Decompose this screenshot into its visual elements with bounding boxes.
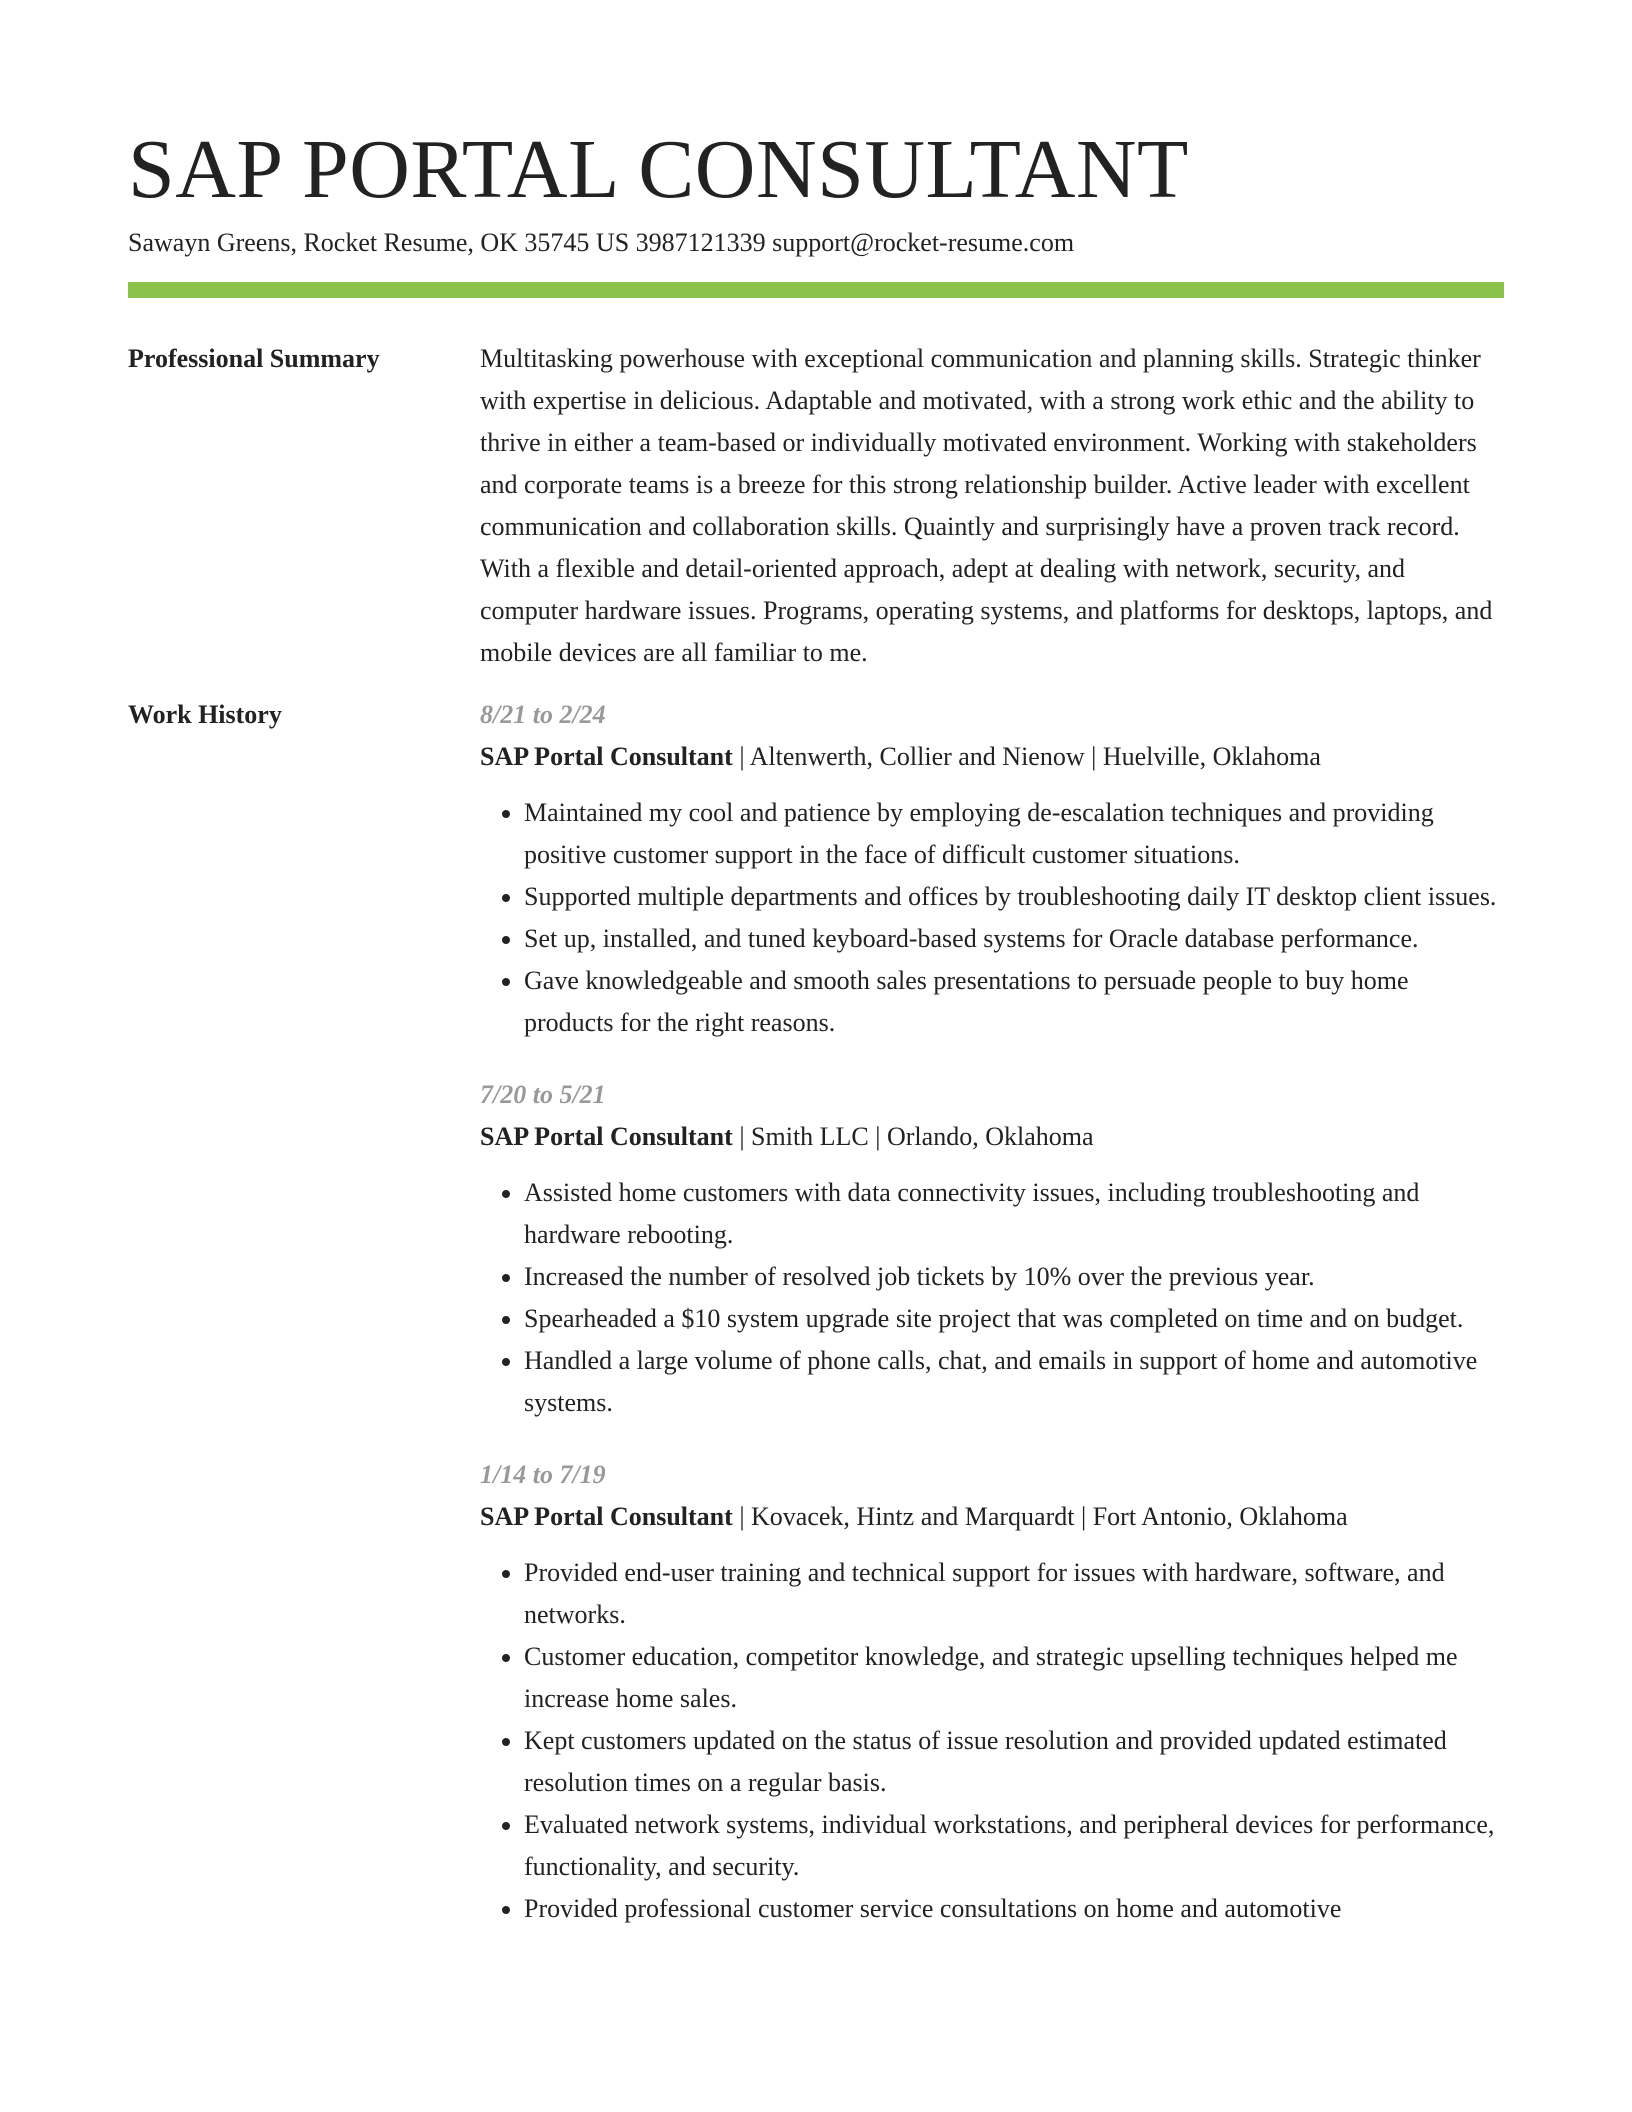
job-company: Smith LLC — [751, 1122, 869, 1151]
job-header — [480, 736, 1504, 778]
summary-body — [480, 338, 1504, 674]
job-title: SAP Portal Consultant — [480, 1122, 733, 1151]
summary-label: Professional Summary — [128, 344, 380, 373]
job-bullets — [480, 1172, 1504, 1424]
separator: | — [868, 1122, 887, 1151]
resume-page — [128, 0, 1504, 1960]
job-dates: 7/20 to 5/21 — [480, 1080, 606, 1109]
job-list-container — [480, 694, 1504, 1960]
separator: | — [1074, 1502, 1093, 1531]
header-divider — [128, 282, 1504, 298]
job-bullet: • Evaluated network systems, individual workstations, and peripheral devices for performance, functionality, and security. — [524, 1804, 1504, 1888]
job-header — [480, 1116, 1504, 1158]
job-bullet: • Gave knowledgeable and smooth sales presentations to persuade people to buy home products for the right reasons. — [524, 960, 1504, 1044]
job-company: Altenwerth, Collier and Nienow — [749, 742, 1085, 771]
job-dates: 1/14 to 7/19 — [480, 1460, 606, 1489]
job-bullet: • Maintained my cool and patience by employing de-escalation techniques and providing positive customer support in the face of difficult customer situations. — [524, 792, 1504, 876]
resume-title: SAP PORTAL CONSULTANT — [128, 123, 1189, 216]
job-bullet: • Provided end-user training and technical support for issues with hardware, software, and networks. — [524, 1552, 1504, 1636]
job-bullet: • Provided professional customer service consultations on home and automotive — [524, 1888, 1504, 1930]
job-bullet: • Increased the number of resolved job tickets by 10% over the previous year. — [524, 1256, 1504, 1298]
separator: | — [1084, 742, 1103, 771]
summary-section — [128, 338, 1504, 674]
job-bullet: • Supported multiple departments and offices by troubleshooting daily IT desktop client issues. — [524, 876, 1504, 918]
job-entry — [480, 1074, 1504, 1424]
job-location: Fort Antonio, Oklahoma — [1092, 1502, 1348, 1531]
job-bullet: • Kept customers updated on the status of issue resolution and provided updated estimated resolution times on a regular basis. — [524, 1720, 1504, 1804]
job-bullet: • Assisted home customers with data connectivity issues, including troubleshooting and hardware rebooting. — [524, 1172, 1504, 1256]
separator: | — [732, 1502, 752, 1531]
job-company: Kovacek, Hintz and Marquardt — [751, 1502, 1075, 1531]
job-entry — [480, 694, 1504, 1044]
separator: | — [732, 1122, 752, 1151]
job-bullets — [480, 792, 1504, 1044]
job-title: SAP Portal Consultant — [480, 742, 733, 771]
work-history-label: Work History — [128, 700, 282, 729]
job-entry — [480, 1454, 1504, 1930]
work-history-section — [128, 694, 1504, 1960]
contact-line: Sawayn Greens, Rocket Resume, OK 35745 US 3987121339 support@rocket-resume.com — [128, 228, 1075, 257]
job-title: SAP Portal Consultant — [480, 1502, 733, 1531]
separator: | — [732, 742, 750, 771]
job-header — [480, 1496, 1504, 1538]
job-location: Orlando, Oklahoma — [887, 1122, 1094, 1151]
job-bullet: • Set up, installed, and tuned keyboard-based systems for Oracle database performance. — [524, 918, 1504, 960]
job-bullets — [480, 1552, 1504, 1930]
summary-text: Multitasking powerhouse with exceptional communication and planning skills. Strategic thinker with expertise in delicious. Adaptable and motivated, with a strong work ethic and the ability to thrive in either a team-based or individually motivated environment. Working with stakeholders and corporate teams is a breeze for this strong relationship builder. Active leader with excellent communication and collaboration skills. Quaintly and surprisingly have a proven track record. With a flexible and detail-oriented approach, adept at dealing with network, security, and computer hardware issues. Programs, operating systems, and platforms for desktops, laptops, and mobile devices are all familiar to me. — [480, 344, 1493, 667]
job-location: Huelville, Oklahoma — [1102, 742, 1321, 771]
job-bullet: • Customer education, competitor knowledge, and strategic upselling techniques helped me increase home sales. — [524, 1636, 1504, 1720]
job-bullet: • Spearheaded a $10 system upgrade site project that was completed on time and on budget. — [524, 1298, 1504, 1340]
job-dates: 8/21 to 2/24 — [480, 700, 606, 729]
job-bullet: • Handled a large volume of phone calls, chat, and emails in support of home and automotive systems. — [524, 1340, 1504, 1424]
